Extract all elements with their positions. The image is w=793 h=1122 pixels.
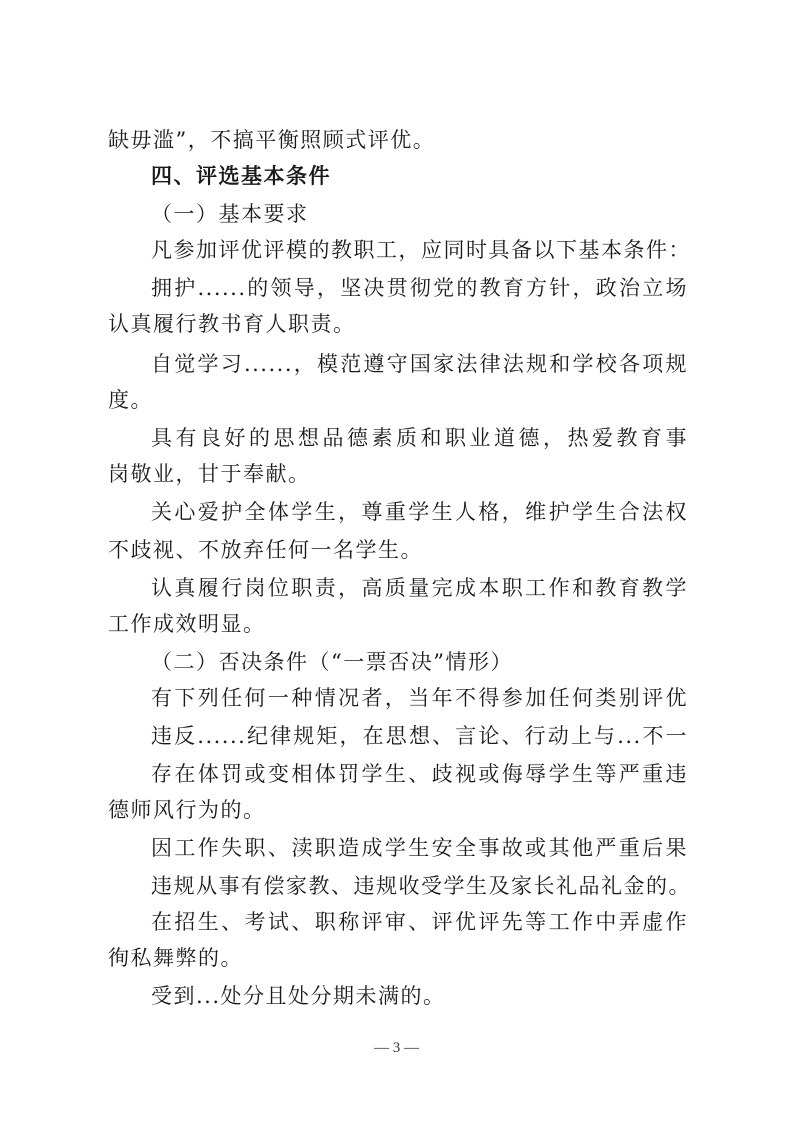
paragraph-line: 徇私舞弊的。 xyxy=(108,946,243,970)
paragraph-line: 关心爱护全体学生，尊重学生人格，维护学生合法权 xyxy=(151,500,688,524)
subsection-heading: （一）基本要求 xyxy=(151,202,309,226)
subsection-heading: （二）否决条件（“一票否决”情形） xyxy=(151,650,513,674)
paragraph-line: 德师风行为的。 xyxy=(108,798,266,822)
paragraph-line: 不歧视、不放弃任何一名学生。 xyxy=(108,538,423,562)
paragraph-line: 在招生、考试、职称评审、评优评先等工作中弄虚作 xyxy=(151,910,688,934)
paragraph-line: 存在体罚或变相体罚学生、歧视或侮辱学生等严重违 xyxy=(151,762,688,786)
paragraph-line: 具有良好的思想品德素质和职业道德，热爱教育事 xyxy=(151,426,688,450)
paragraph-line: 度。 xyxy=(108,388,153,412)
paragraph-line: 认真履行教书育人职责。 xyxy=(108,312,356,336)
section-heading: 四、评选基本条件 xyxy=(151,164,331,188)
paragraph-line: 因工作失职、渎职造成学生安全事故或其他严重后果 xyxy=(151,836,688,860)
paragraph-intro: 凡参加评优评模的教职工，应同时具备以下基本条件： xyxy=(151,238,691,262)
paragraph-line: 违反......纪律规矩，在思想、言论、行动上与...不一 xyxy=(151,724,688,748)
paragraph-line: 受到...处分且处分期未满的。 xyxy=(151,984,446,1008)
paragraph-line: 工作成效明显。 xyxy=(108,612,266,636)
paragraph-line: 有下列任何一种情况者，当年不得参加任何类别评优 xyxy=(151,686,688,710)
page-number: — 3 — xyxy=(374,1040,419,1056)
paragraph-line: 拥护......的领导，坚决贯彻党的教育方针，政治立场 xyxy=(151,276,688,300)
paragraph-line: 违规从事有偿家教、违规收受学生及家长礼品礼金的。 xyxy=(151,874,691,898)
paragraph-line: 自觉学习......，模范遵守国家法律法规和学校各项规 xyxy=(151,352,688,376)
text-line-continuation: 缺毋滥”，不搞平衡照顾式评优。 xyxy=(108,128,436,152)
paragraph-line: 岗敬业，甘于奉献。 xyxy=(108,462,311,486)
paragraph-line: 认真履行岗位职责，高质量完成本职工作和教育教学 xyxy=(151,576,688,600)
